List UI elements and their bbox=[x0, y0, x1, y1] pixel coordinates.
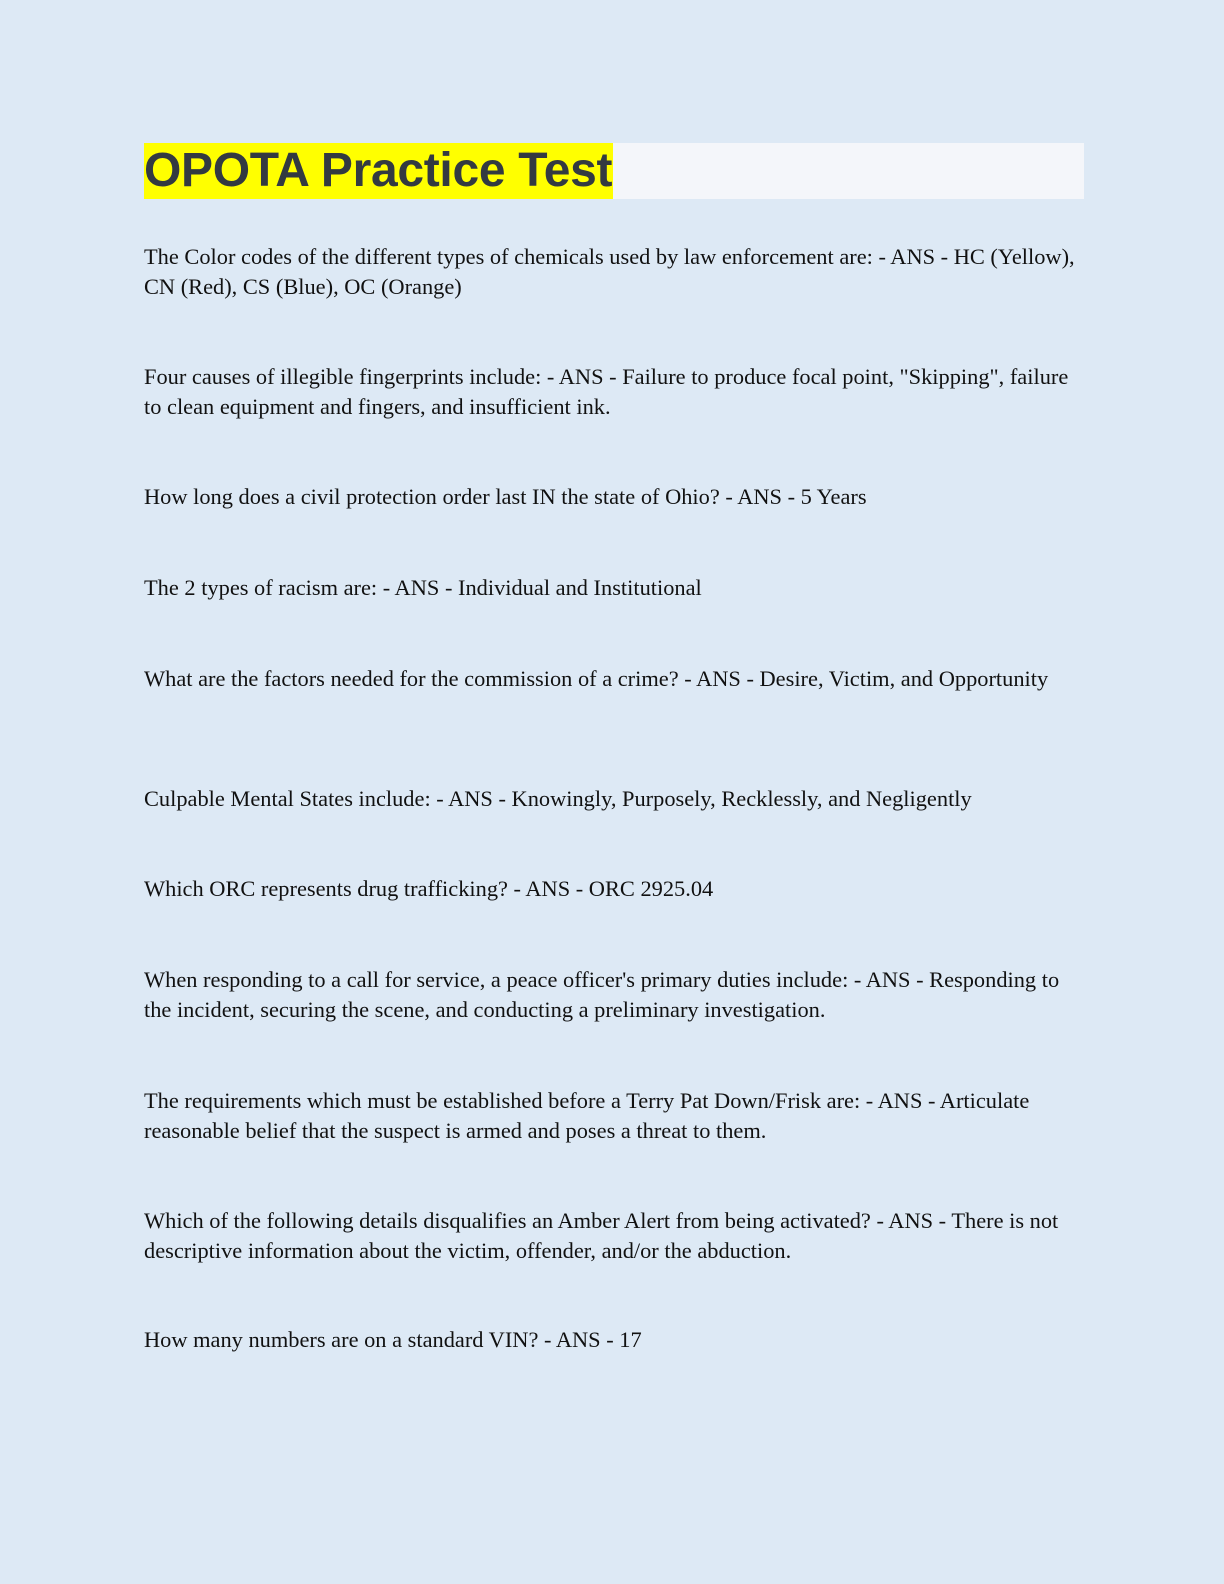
title-bar bbox=[144, 143, 1084, 199]
qa-item: When responding to a call for service, a peace officer's primary duties include: - ANS - Responding to the incident, securing the scene, and conducting a preliminary investigation. bbox=[144, 967, 1060, 1022]
qa-item: The Color codes of the different types of chemicals used by law enforcement are: - ANS - HC (Yellow), CN (Red), CS (Blue), OC (Orange) bbox=[144, 244, 1075, 299]
qa-item: The requirements which must be established before a Terry Pat Down/Frisk are: - ANS - Articulate reasonable belief that the suspect is armed and poses a threat to them. bbox=[144, 1088, 1030, 1143]
qa-item: Which of the following details disqualifies an Amber Alert from being activated? - ANS - There is not descriptive information about the victim, offender, and/or the abduction. bbox=[144, 1208, 1059, 1263]
qa-item: The 2 types of racism are: - ANS - Individual and Institutional bbox=[144, 575, 702, 600]
qa-item: How many numbers are on a standard VIN? - ANS - 17 bbox=[144, 1327, 642, 1352]
qa-item: Culpable Mental States include: - ANS - Knowingly, Purposely, Recklessly, and Negligently bbox=[144, 786, 972, 811]
qa-item: How long does a civil protection order last IN the state of Ohio? - ANS - 5 Years bbox=[144, 484, 867, 509]
qa-item: Four causes of illegible fingerprints include: - ANS - Failure to produce focal point, "Skipping", failure to clean equipment and fingers, and insufficient ink. bbox=[144, 364, 1069, 419]
qa-item: What are the factors needed for the commission of a crime? - ANS - Desire, Victim, and Opportunity bbox=[144, 666, 1049, 691]
page-title: OPOTA Practice Test bbox=[144, 144, 613, 197]
qa-item: Which ORC represents drug trafficking? - ANS - ORC 2925.04 bbox=[144, 876, 714, 901]
